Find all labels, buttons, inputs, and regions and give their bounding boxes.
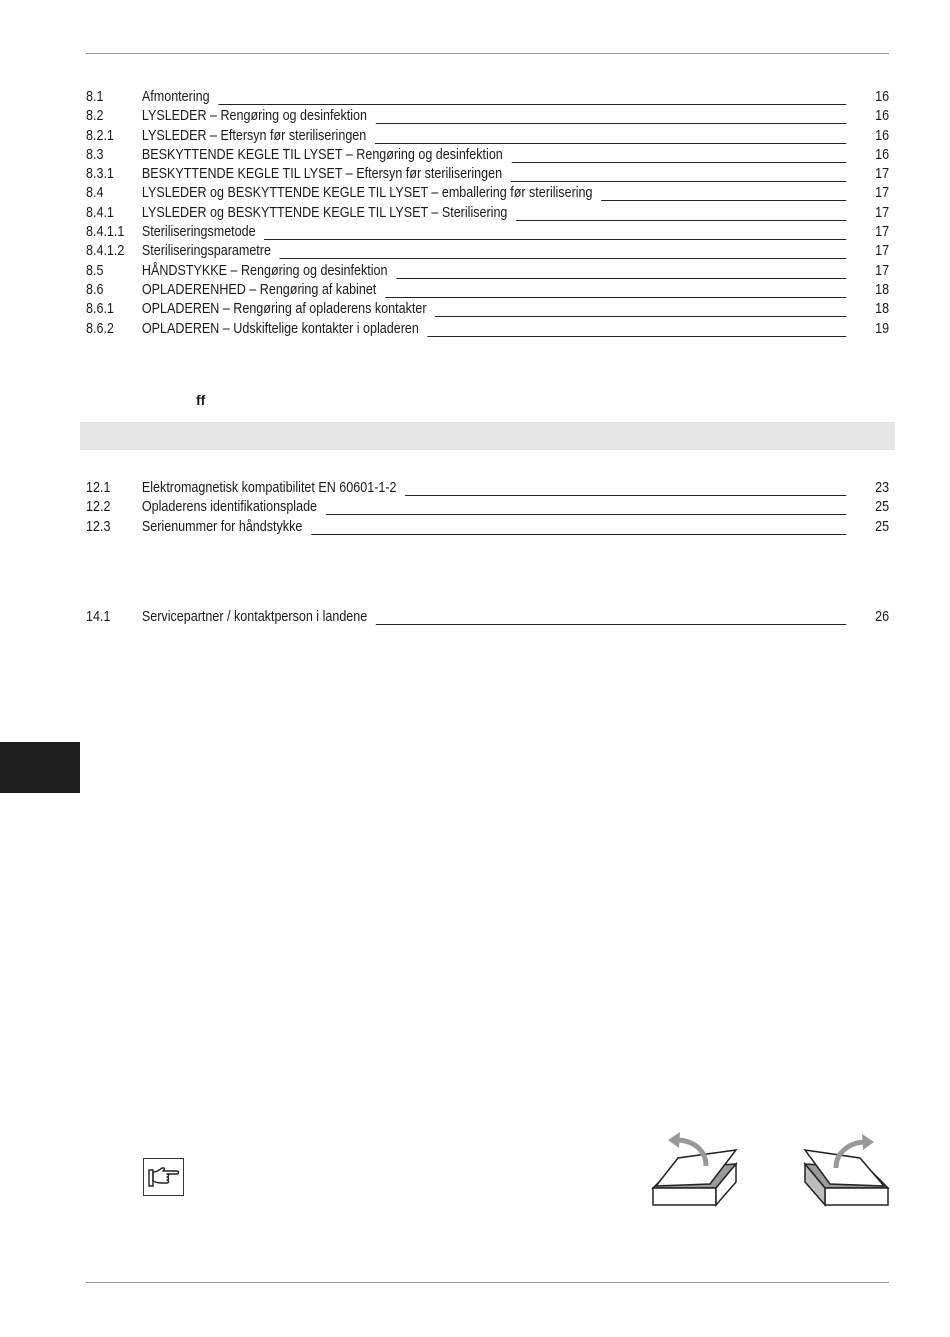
toc-leader-line: [326, 500, 847, 515]
toc-entry-page: 17: [875, 166, 890, 183]
toc-leader-line: [376, 109, 847, 124]
toc-leader-line: [280, 244, 847, 259]
toc-entry[interactable]: [86, 300, 889, 319]
toc-entry-number: 8.4.1.2: [86, 243, 125, 260]
toc-entry-title: LYSLEDER – Rengøring og desinfektion: [141, 108, 368, 125]
toc-entry-title: Steriliseringsmetode: [141, 224, 256, 241]
toc-entry[interactable]: [86, 223, 889, 242]
toc-leader-line: [375, 129, 846, 144]
toc-entry-number: 8.4.1: [86, 204, 114, 221]
toc-entry-page: 25: [875, 499, 890, 516]
toc-entry-page: 18: [875, 301, 890, 318]
toc-entry-page: 17: [875, 204, 890, 221]
toc-leader-line: [385, 283, 846, 298]
toc-entry-number: 8.3: [86, 146, 104, 163]
toc-entry-page: 25: [875, 518, 890, 535]
toc-entry[interactable]: [86, 281, 889, 300]
toc-entry-page: 16: [875, 108, 890, 125]
toc-entry[interactable]: [86, 262, 889, 281]
toc-entry-page: 26: [875, 609, 890, 625]
toc-entry-title: Servicepartner / kontaktperson i landene: [141, 609, 368, 625]
toc-entry-page: 17: [875, 243, 890, 260]
toc-entry-page: 16: [875, 89, 890, 105]
toc-entry[interactable]: [86, 320, 889, 339]
toc-entry-page: 16: [875, 127, 890, 144]
toc-leader-line: [435, 302, 846, 317]
toc-entry-number: 14.1: [86, 609, 111, 625]
toc-entry-page: 16: [875, 146, 890, 163]
toc-entry-number: 12.1: [86, 480, 111, 496]
toc-entry-number: 8.6: [86, 281, 104, 298]
toc-entry[interactable]: [86, 146, 889, 165]
toc-leader-line: [601, 186, 846, 201]
toc-entry[interactable]: [86, 184, 889, 203]
toc-entry-title: OPLADERENHED – Rengøring af kabinet: [141, 281, 377, 298]
toc-entry-title: OPLADEREN – Udskiftelige kontakter i opladeren: [141, 320, 419, 337]
toc-entry-title: Steriliseringsparametre: [141, 243, 271, 260]
toc-entry-title: LYSLEDER og BESKYTTENDE KEGLE TIL LYSET – Sterilisering: [141, 204, 508, 221]
toc-entry-title: OPLADEREN – Rengøring af opladerens kontakter: [141, 301, 427, 318]
toc-entry[interactable]: [86, 127, 889, 146]
toc-entry-page: 17: [875, 262, 890, 279]
toc-entry-number: 8.3.1: [86, 166, 114, 183]
toc-entry-title: HÅNDSTYKKE – Rengøring og desinfektion: [141, 262, 388, 279]
toc-entry-number: 8.6.2: [86, 320, 114, 337]
toc-entry-number: 8.4.1.1: [86, 224, 125, 241]
bottom-rule: [86, 1282, 889, 1283]
toc-entry-number: 8.5: [86, 262, 104, 279]
toc-entry[interactable]: [86, 498, 889, 517]
toc-entry[interactable]: [86, 479, 889, 498]
toc-entry-number: 8.2: [86, 108, 104, 125]
toc-entry-title: BESKYTTENDE KEGLE TIL LYSET – Rengøring og desinfektion: [141, 146, 503, 163]
toc-entry-page: 17: [875, 185, 890, 202]
toc-entry-title: BESKYTTENDE KEGLE TIL LYSET – Eftersyn før steriliseringen: [141, 166, 503, 183]
pointing-hand-icon: [143, 1158, 184, 1196]
toc-entry[interactable]: [86, 608, 889, 627]
toc-entry-title: Opladerens identifikationsplade: [141, 499, 318, 516]
toc-leader-line: [264, 225, 846, 240]
grey-band: [80, 422, 895, 450]
toc-leader-line: [405, 481, 846, 496]
fold-open-right-icon: [800, 1130, 892, 1208]
toc-leader-line: [376, 610, 846, 625]
section-heading-fragment: ff: [196, 392, 206, 408]
toc-entry[interactable]: [86, 204, 889, 223]
language-tab-marker: [0, 742, 80, 793]
toc-leader-line: [396, 264, 846, 279]
toc-entry-title: Elektromagnetisk kompatibilitet EN 60601-1-2: [141, 480, 397, 496]
toc-leader-line: [311, 520, 846, 535]
toc-leader-line: [218, 90, 846, 105]
toc-entry-page: 17: [875, 224, 890, 241]
toc-entry[interactable]: [86, 107, 889, 126]
toc-entry-title: LYSLEDER – Eftersyn før steriliseringen: [141, 127, 367, 144]
toc-leader-line: [511, 167, 846, 182]
toc-entry[interactable]: [86, 88, 889, 107]
toc-section-8: [86, 88, 889, 339]
toc-section-12: [86, 479, 889, 537]
toc-entry-number: 8.1: [86, 89, 104, 105]
toc-entry-number: 8.2.1: [86, 127, 114, 144]
toc-section-14: [86, 608, 889, 627]
toc-entry-title: LYSLEDER og BESKYTTENDE KEGLE TIL LYSET – emballering før sterilisering: [141, 185, 593, 202]
toc-entry-page: 23: [875, 480, 890, 496]
toc-leader-line: [427, 322, 846, 337]
toc-entry[interactable]: [86, 518, 889, 537]
top-rule: [86, 53, 889, 54]
toc-leader-line: [516, 206, 846, 221]
toc-entry-number: 8.6.1: [86, 301, 114, 318]
toc-entry-number: 8.4: [86, 185, 104, 202]
toc-entry-number: 12.2: [86, 499, 111, 516]
toc-entry-page: 19: [875, 320, 890, 337]
toc-entry-page: 18: [875, 281, 890, 298]
toc-leader-line: [511, 148, 846, 163]
toc-entry-title: Serienummer for håndstykke: [141, 518, 303, 535]
toc-entry-number: 12.3: [86, 518, 111, 535]
toc-entry-title: Afmontering: [141, 89, 210, 105]
toc-entry[interactable]: [86, 242, 889, 261]
toc-entry[interactable]: [86, 165, 889, 184]
fold-open-left-icon: [648, 1130, 740, 1208]
